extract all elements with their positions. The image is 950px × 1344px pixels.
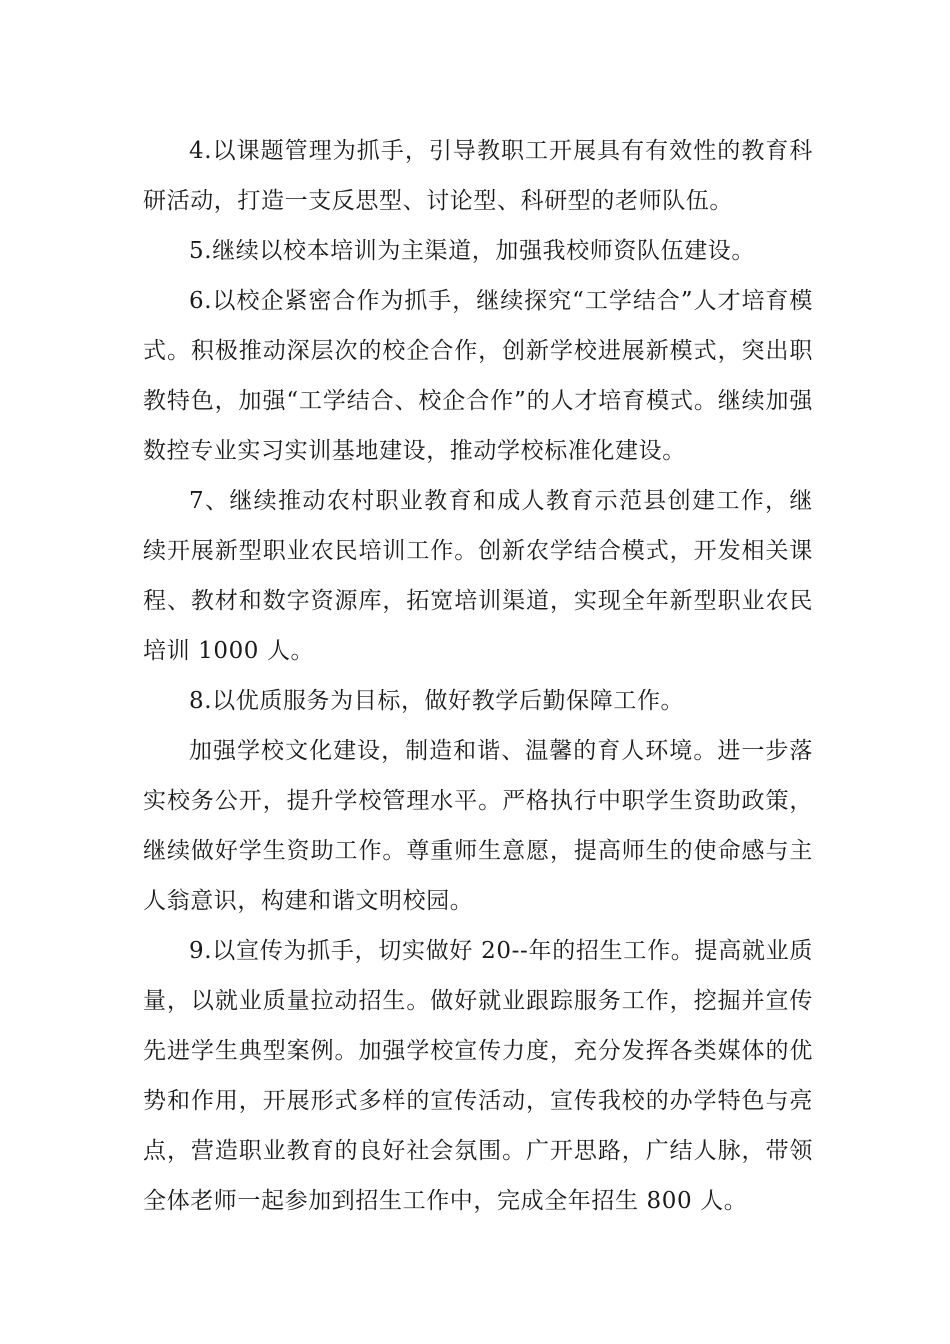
paragraph-item-4: 4.以课题管理为抓手，引导教职工开展具有有效性的教育科研活动，打造一支反思型、讨论型、科研型的老师队伍。	[143, 138, 813, 214]
paragraph-item-9: 9.以宣传为抓手，切实做好 20--年的招生工作。提高就业质量，以就业质量拉动招生。做好就业跟踪服务工作，挖掘并宣传先进学生典型案例。加强学校宣传力度，充分发挥各类媒体的优势和作用，开展形式多样的宣传活动，宣传我校的办学特色与亮点，营造职业教育的良好社会氛围。广开思路，广结人脉，带领全体老师一起参加到招生工作中，完成全年招生 800 人。	[143, 938, 813, 1214]
paragraph-item-7: 7、继续推动农村职业教育和成人教育示范县创建工作，继续开展新型职业农民培训工作。创新农学结合模式，开发相关课程、教材和数字资源库，拓宽培训渠道，实现全年新型职业农民培训 1000 人。	[143, 488, 813, 664]
paragraph-item-5: 5.继续以校本培训为主渠道，加强我校师资队伍建设。	[189, 238, 755, 264]
paragraph-culture: 加强学校文化建设，制造和谐、温馨的育人环境。进一步落实校务公开，提升学校管理水平。严格执行中职学生资助政策，继续做好学生资助工作。尊重师生意愿，提高师生的使命感与主人翁意识，构建和谐文明校园。	[143, 738, 813, 914]
paragraph-item-8: 8.以优质服务为目标，做好教学后勤保障工作。	[189, 688, 685, 714]
paragraph-item-6: 6.以校企紧密合作为抓手，继续探究“工学结合”人才培育模式。积极推动深层次的校企合作，创新学校进展新模式，突出职教特色，加强“工学结合、校企合作”的人才培育模式。继续加强数控专业实习实训基地建设，推动学校标准化建设。	[143, 288, 813, 464]
document-body	[143, 126, 813, 1226]
